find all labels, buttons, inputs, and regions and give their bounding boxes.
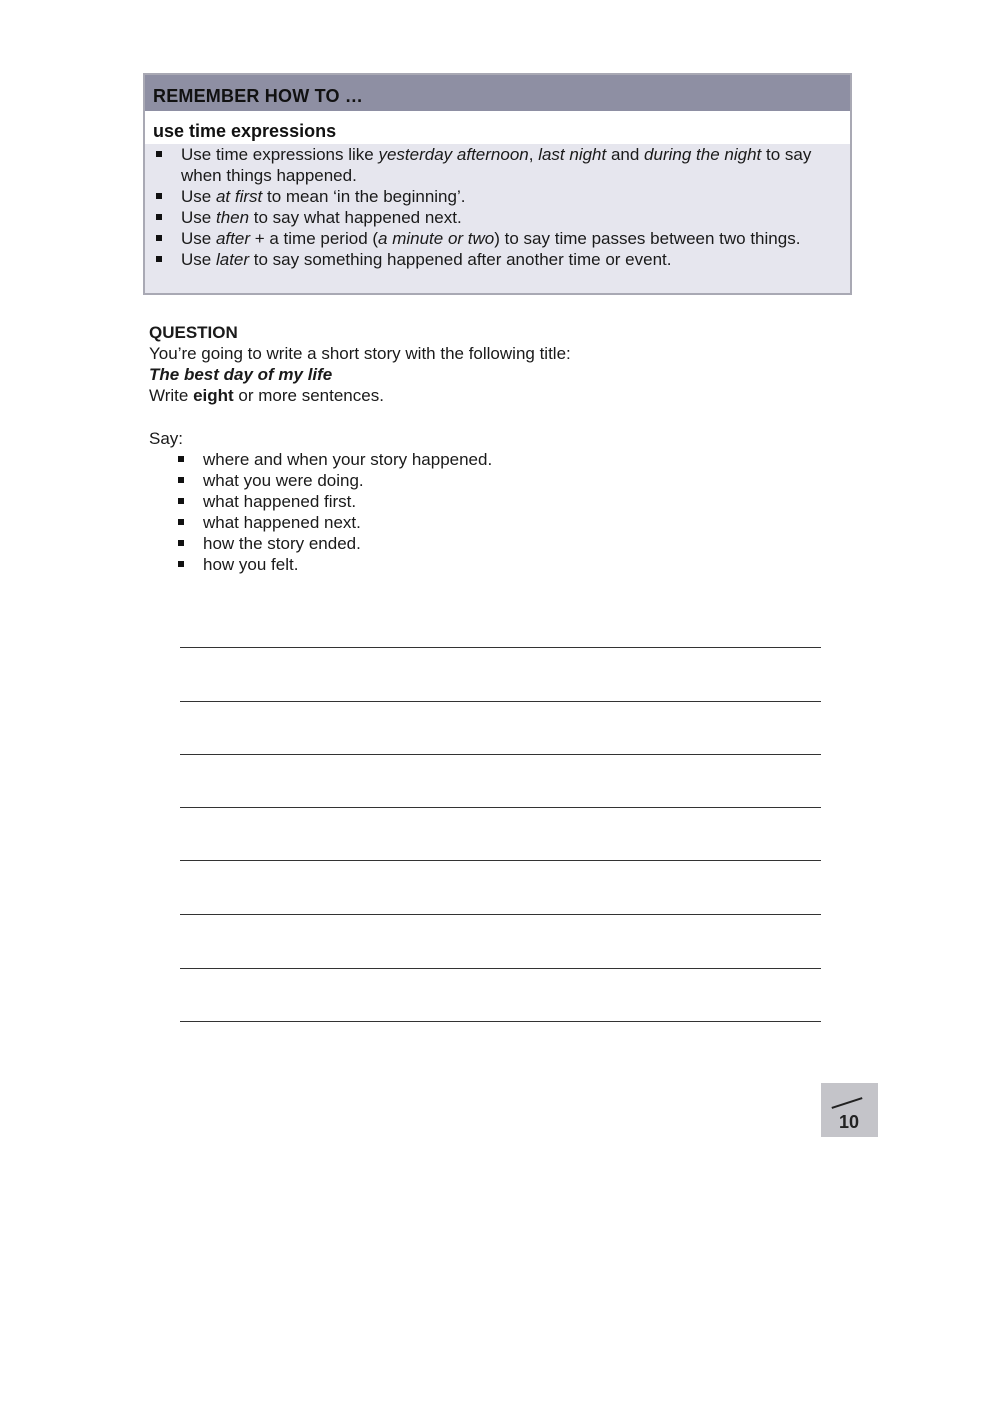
say-item: how you felt. <box>149 554 849 575</box>
bullet-icon <box>178 561 184 567</box>
answer-line-4[interactable] <box>180 807 821 808</box>
bullet-icon <box>156 256 162 262</box>
question-heading: QUESTION <box>149 323 238 342</box>
write-instruction: Write eight or more sentences. <box>149 386 384 405</box>
say-label: Say: <box>149 429 184 448</box>
remember-item: Use after + a time period (a minute or two) to say time passes between two things. <box>153 228 834 249</box>
score-slash <box>831 1097 862 1109</box>
bullet-icon <box>156 235 162 241</box>
remember-body <box>145 144 850 293</box>
say-item: what you were doing. <box>149 470 849 491</box>
remember-subheader: use time expressions <box>145 111 850 144</box>
say-item: where and when your story happened. <box>149 449 849 470</box>
answer-line-3[interactable] <box>180 754 821 755</box>
answer-line-5[interactable] <box>180 860 821 861</box>
bullet-icon <box>178 498 184 504</box>
story-title: The best day of my life <box>149 365 333 384</box>
say-item: what happened next. <box>149 512 849 533</box>
answer-line-1[interactable] <box>180 647 821 648</box>
remember-item: Use later to say something happened after another time or event. <box>153 249 834 270</box>
say-item: what happened first. <box>149 491 849 512</box>
bullet-icon <box>178 456 184 462</box>
question-intro: You’re going to write a short story with the following title: <box>149 344 571 363</box>
remember-item: Use at first to mean ‘in the beginning’. <box>153 186 834 207</box>
answer-line-8[interactable] <box>180 1021 821 1022</box>
remember-header: REMEMBER HOW TO … <box>145 75 850 111</box>
question-section <box>149 322 849 575</box>
answer-line-2[interactable] <box>180 701 821 702</box>
remember-item: Use then to say what happened next. <box>153 207 834 228</box>
answer-line-6[interactable] <box>180 914 821 915</box>
remember-box <box>143 73 852 295</box>
score-box <box>821 1083 878 1137</box>
remember-item: Use time expressions like yesterday afternoon, last night and during the night to say when things happened. <box>153 144 834 186</box>
bullet-icon <box>156 151 162 157</box>
score-max: 10 <box>839 1112 860 1132</box>
answer-line-7[interactable] <box>180 968 821 969</box>
say-list <box>149 449 849 575</box>
bullet-icon <box>178 477 184 483</box>
bullet-icon <box>178 519 184 525</box>
say-item: how the story ended. <box>149 533 849 554</box>
bullet-icon <box>156 193 162 199</box>
bullet-icon <box>156 214 162 220</box>
bullet-icon <box>178 540 184 546</box>
